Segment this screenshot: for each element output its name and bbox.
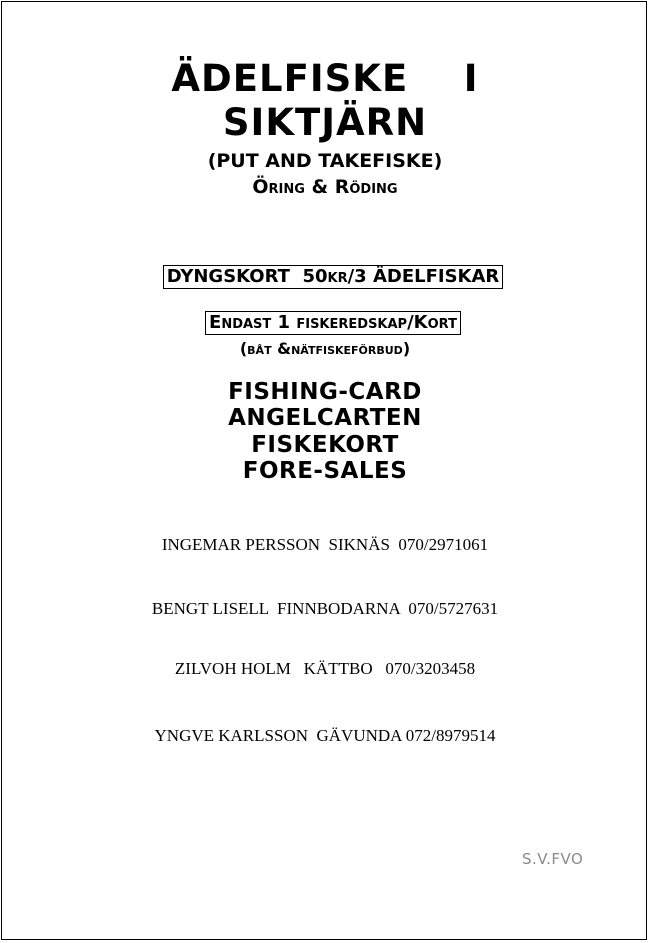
day-card-box: DYNGSKORT 50kr/3 ÄDELFISKAR (163, 265, 504, 289)
card-name-4: FORE-SALES (242, 458, 408, 484)
card-name-3: FISKEKORT (251, 432, 399, 458)
seller-contact-1: INGEMAR PERSSON SIKNÄS 070/2971061 (161, 535, 489, 554)
poster-page (1, 1, 647, 940)
seller-contact-4: YNGVE KARLSSON GÄVUNDA 072/8979514 (154, 726, 496, 745)
species-line: Öring & Röding (252, 176, 398, 198)
title-line-2: SIKTJÄRN (222, 101, 428, 144)
signature: S.V.FVO (522, 850, 584, 868)
seller-contact-2: BENGT LISELL FINNBODARNA 070/5727631 (151, 599, 499, 618)
title-line-1: ÄDELFISKE I (171, 57, 479, 100)
card-name-2: ANGELCARTEN (228, 405, 422, 431)
subtitle: (PUT AND TAKEFISKE) (207, 150, 443, 172)
gear-limit-box: Endast 1 fiskeredskap/Kort (205, 311, 461, 335)
card-name-1: FISHING-CARD (228, 379, 422, 405)
seller-contact-3: ZILVOH HOLM KÄTTBO 070/3203458 (174, 659, 476, 678)
boat-net-ban-note: (båt &nätfiskeförbud) (239, 339, 411, 358)
